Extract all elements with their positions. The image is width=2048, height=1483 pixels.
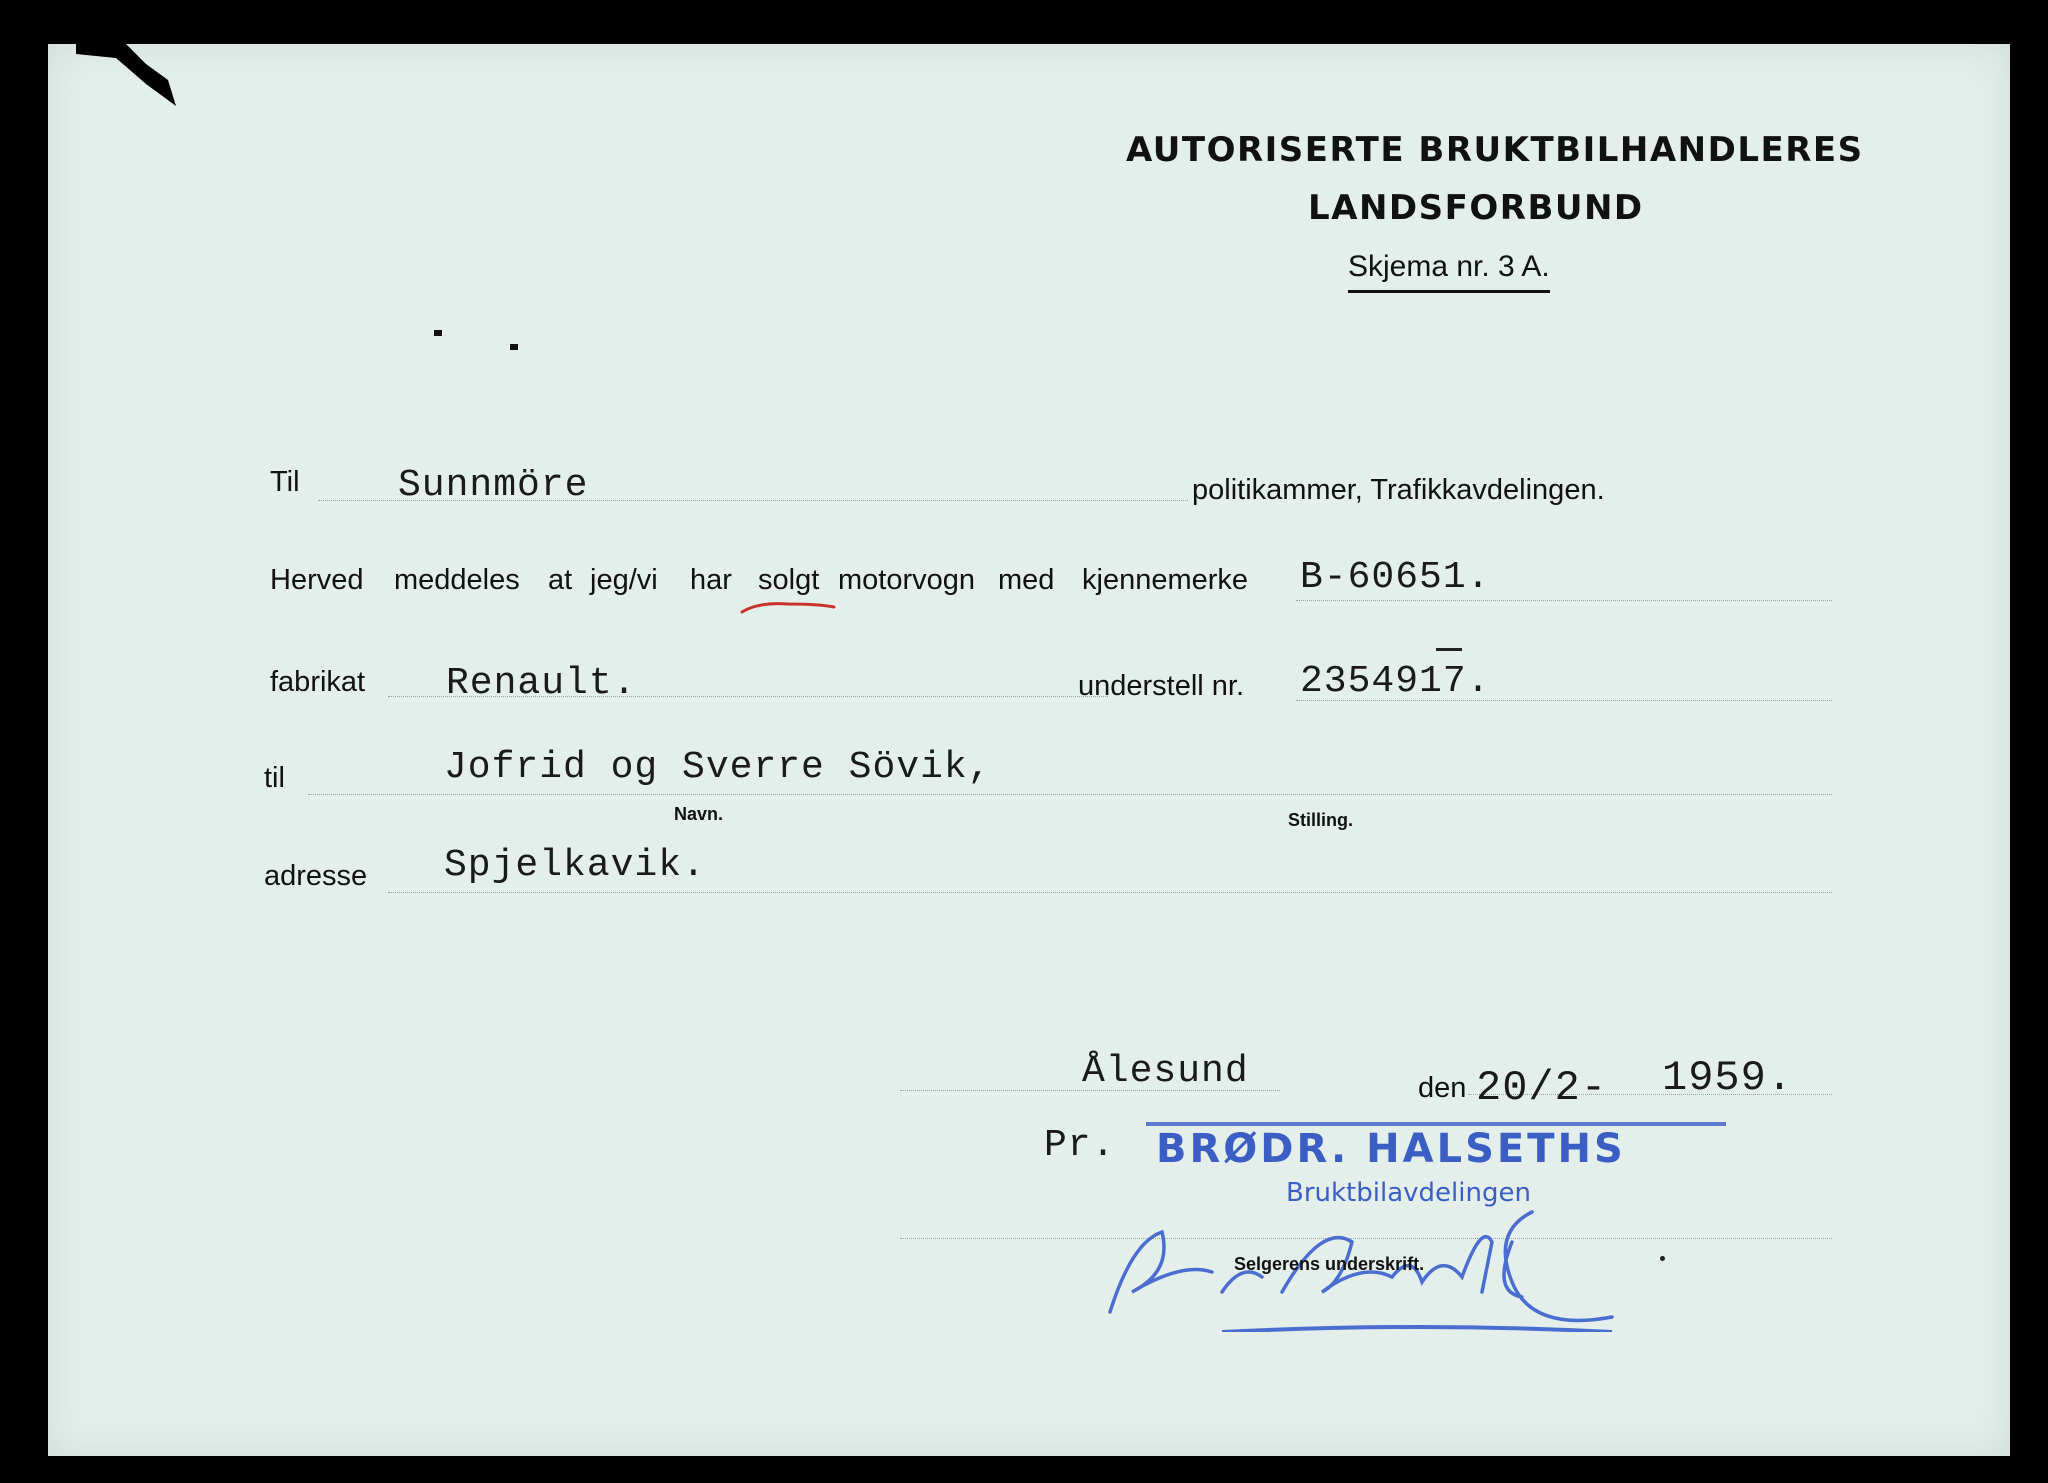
place-value: Ålesund [1082, 1050, 1249, 1093]
corner-tear-mark [76, 44, 196, 114]
notice-word: kjennemerke [1082, 564, 1249, 596]
stamp-line2: Bruktbilavdelingen [1286, 1178, 1531, 1208]
form-paper [48, 44, 2010, 1456]
notice-word: motorvogn [838, 564, 976, 596]
header-title-line1: AUTORISERTE BRUKTBILHANDLERES [1126, 130, 1864, 170]
stilling-caption: Stilling. [1288, 810, 1353, 830]
ink-speck-mark [510, 344, 518, 350]
til-value: Sunnmöre [398, 464, 589, 507]
stamp-box-mark [1146, 1122, 1726, 1126]
fabrikat-label: fabrikat [270, 666, 366, 698]
ink-dot-mark [1660, 1256, 1665, 1261]
notice-word: med [998, 564, 1055, 596]
buyer-label: til [264, 762, 285, 794]
ink-speck-mark [434, 330, 442, 336]
form-number: Skjema nr. 3 A. [1348, 250, 1550, 293]
date-label: den [1418, 1072, 1467, 1104]
adresse-line [388, 892, 1832, 893]
notice-word: Herved [270, 564, 364, 596]
til-label: Til [270, 466, 300, 498]
signature-caption: Selgerens underskrift. [1234, 1254, 1425, 1274]
notice-word: meddeles [394, 564, 520, 596]
kjennemerke-value: B-60651. [1300, 556, 1491, 599]
pr-label: Pr. [1044, 1124, 1116, 1167]
pencil-dash-mark [1436, 648, 1462, 651]
stamp-line1: BRØDR. HALSETHS [1156, 1126, 1626, 1172]
adresse-label: adresse [264, 860, 368, 892]
notice-word: jeg/vi [590, 564, 658, 596]
navn-caption: Navn. [674, 804, 724, 824]
notice-word-solgt: solgt [758, 564, 820, 596]
red-underline-mark [738, 598, 838, 618]
notice-word: har [690, 564, 732, 596]
buyer-line [308, 794, 1832, 795]
til-suffix: politikammer, Trafikkavdelingen. [1192, 474, 1605, 506]
buyer-value: Jofrid og Sverre Sövik, [444, 746, 992, 789]
date-value: 20/2- [1476, 1064, 1608, 1112]
adresse-value: Spjelkavik. [444, 844, 706, 887]
understell-value: 2354917. [1300, 660, 1491, 703]
fabrikat-value: Renault. [446, 662, 637, 705]
understell-label: understell nr. [1078, 670, 1245, 702]
header-title-line2: LANDSFORBUND [1308, 188, 1644, 228]
kjennemerke-line [1296, 600, 1832, 601]
notice-word: at [548, 564, 573, 596]
year-value: 1959. [1662, 1054, 1794, 1102]
